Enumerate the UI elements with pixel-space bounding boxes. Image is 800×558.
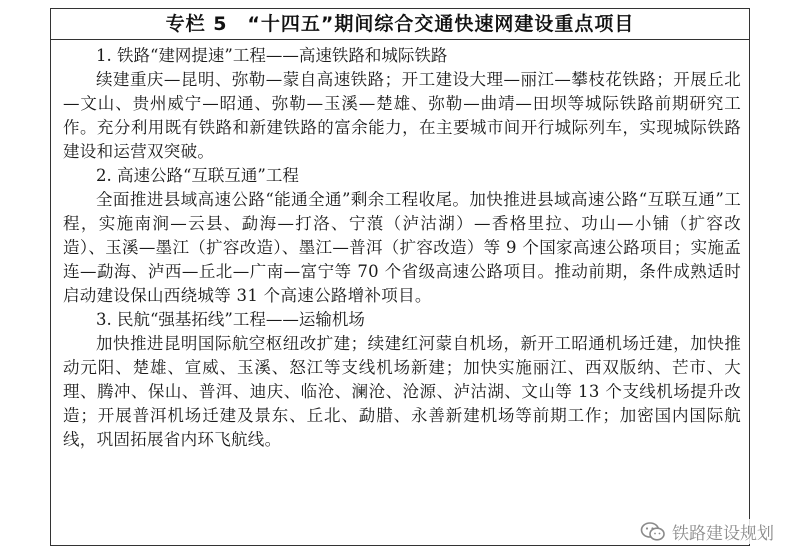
- section-2-heading: 2. 高速公路“互联互通”工程: [96, 166, 299, 185]
- watermark: [638, 519, 776, 544]
- section-3-heading: 3. 民航“强基拓线”工程——运输机场: [96, 310, 365, 329]
- watermark-text: 铁路建设规划: [672, 524, 774, 544]
- section-2-body: 全面推进县域高速公路“能通全通”剩余工程收尾。加快推进县域高速公路“互联互通”工程，实施南涧—云县、勐海—打洛、宁蒗（泸沽湖）—香格里拉、功山—小铺（扩容改造）、玉溪—墨江（扩容改造）、墨江—普洱（扩容改造）等 9 个国家高速公路项目；实施孟连—勐海、泸西—丘北—广南—富宁等 70 个省级高速公路项目。推动前期，条件成熟适时启动建设保山西绕城等 31 个高速公路增补项目。: [63, 190, 741, 305]
- section-1-heading: 1. 铁路“建网提速”工程——高速铁路和城际铁路: [96, 46, 448, 65]
- box-title: 专栏 5 “十四五”期间综合交通快速网建设重点项目: [51, 9, 749, 40]
- section-3-body: 加快推进昆明国际航空枢纽改扩建；续建红河蒙自机场，新开工昭通机场迁建，加快推动元阳、楚雄、宣威、玉溪、怒江等支线机场新建；加快实施丽江、西双版纳、芒市、大理、腾冲、保山、普洱、迪庆、临沧、澜沧、沧源、泸沽湖、文山等 13 个支线机场提升改造；开展普洱机场迁建及景东、丘北、勐腊、永善新建机场等前期工作；加密国内国际航线，巩固拓展省内环飞航线。: [63, 334, 741, 449]
- feature-box: [50, 8, 750, 546]
- wechat-icon: [640, 521, 666, 543]
- section-1-body: 续建重庆—昆明、弥勒—蒙自高速铁路；开工建设大理—丽江—攀枝花铁路；开展丘北—文山、贵州威宁—昭通、弥勒—玉溪—楚雄、弥勒—曲靖—田坝等城际铁路前期研究工作。充分利用既有铁路和新建铁路的富余能力，在主要城市间开行城际列车，实现城际铁路建设和运营双突破。: [63, 70, 741, 161]
- box-content: [51, 40, 749, 452]
